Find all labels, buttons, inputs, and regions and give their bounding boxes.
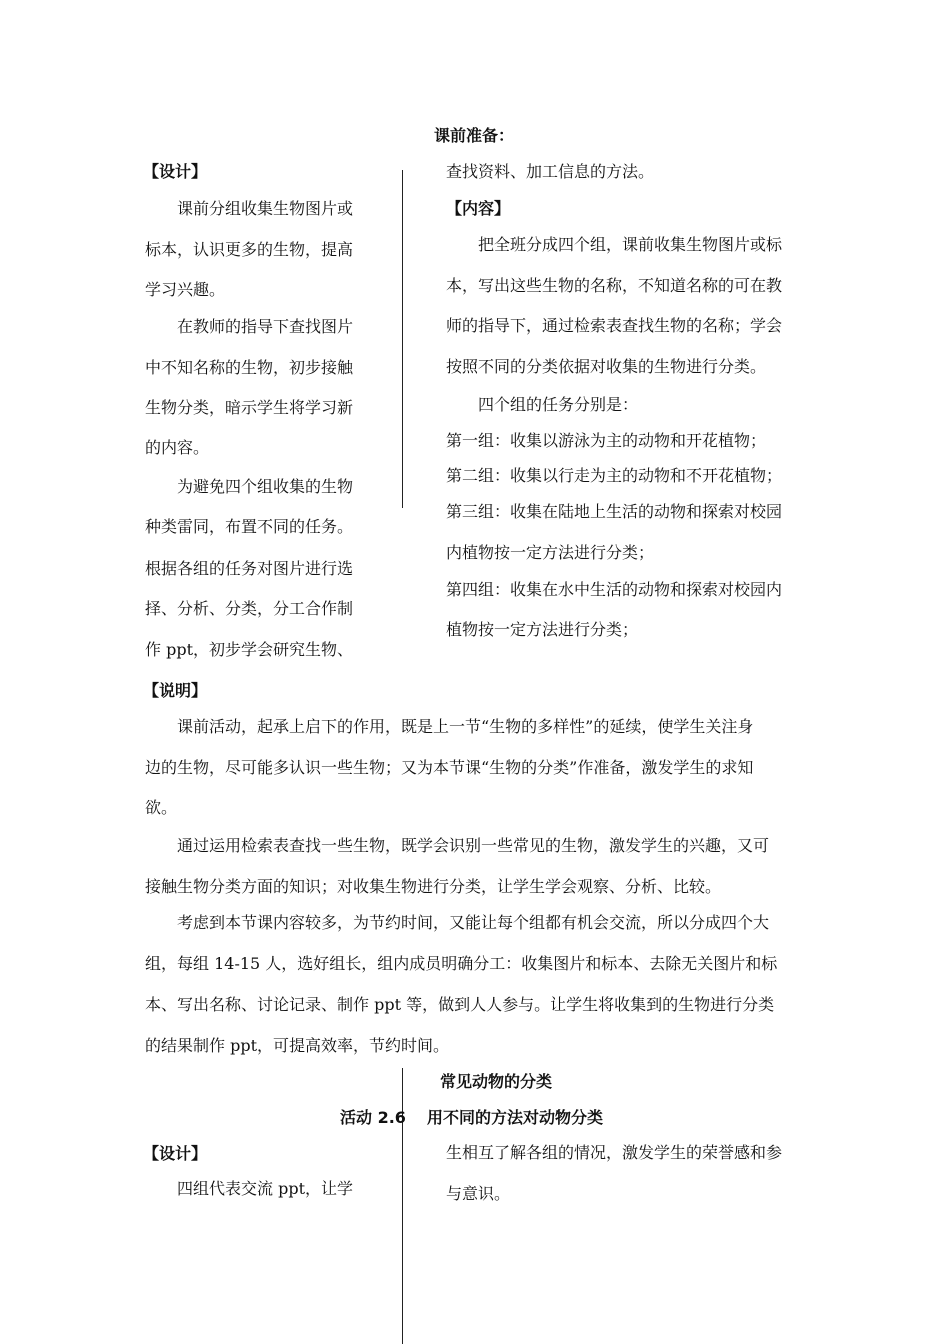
design-line: 作 ppt，初步学会研究生物、: [145, 640, 354, 659]
content-line-2: 与意识。: [446, 1184, 511, 1203]
content-first-line: 查找资料、加工信息的方法。: [446, 162, 655, 181]
design-line: 为避免四个组收集的生物: [177, 477, 354, 496]
design-line: 在教师的指导下查找图片: [177, 317, 354, 336]
design-line: 课前分组收集生物图片或: [177, 199, 354, 218]
design-line: 根据各组的任务对图片进行选: [145, 559, 354, 578]
design-line: 的内容。: [145, 438, 210, 457]
content-line-2: 生相互了解各组的情况，激发学生的荣誉感和参: [446, 1143, 783, 1162]
design-line: 标本，认识更多的生物，提高: [145, 240, 354, 259]
activity-number: 活动 2.6: [340, 1108, 406, 1127]
design-line: 择、分析、分类，分工合作制: [145, 599, 354, 618]
design-label: 【设计】: [143, 162, 208, 181]
content-line: 第四组：收集在水中生活的动物和探索对校园内: [446, 580, 783, 599]
prep-title: 课前准备：: [434, 126, 515, 145]
content-line: 按照不同的分类依据对收集的生物进行分类。: [446, 357, 767, 376]
design-label-2: 【设计】: [143, 1144, 208, 1163]
section-title: 常见动物的分类: [440, 1072, 553, 1091]
design-line: 学习兴趣。: [145, 280, 226, 299]
activity-title: 用不同的方法对动物分类: [427, 1108, 604, 1127]
column-divider-top: [402, 170, 403, 508]
content-line: 本，写出这些生物的名称，不知道名称的可在教: [446, 276, 783, 295]
design-line-2: 四组代表交流 ppt，让学: [177, 1179, 354, 1198]
explain-line: 欲。: [145, 798, 178, 817]
content-line: 第二组：收集以行走为主的动物和不开花植物；: [446, 466, 783, 485]
content-line: 第三组：收集在陆地上生活的动物和探索对校园: [446, 502, 783, 521]
content-line: 四个组的任务分别是：: [478, 395, 639, 414]
content-line: 内植物按一定方法进行分类；: [446, 543, 655, 562]
content-line: 师的指导下，通过检索表查找生物的名称；学会: [446, 316, 783, 335]
explain-line: 课前活动，起承上启下的作用，既是上一节“生物的多样性”的延续，使学生关注身: [177, 717, 754, 736]
explain-line: 本、写出名称、讨论记录、制作 ppt 等，做到人人参与。让学生将收集到的生物进行分类: [145, 995, 775, 1014]
explain-line: 考虑到本节课内容较多，为节约时间，又能让每个组都有机会交流，所以分成四个大: [177, 913, 770, 932]
content-line: 植物按一定方法进行分类；: [446, 620, 639, 639]
explain-line: 的结果制作 ppt，可提高效率，节约时间。: [145, 1036, 450, 1055]
design-line: 中不知名称的生物，初步接触: [145, 358, 354, 377]
content-label: 【内容】: [446, 199, 511, 218]
design-line: 种类雷同，布置不同的任务。: [145, 517, 354, 536]
explain-line: 边的生物，尽可能多认识一些生物；又为本节课“生物的分类”作准备，激发学生的求知: [145, 758, 754, 777]
content-line: 第一组：收集以游泳为主的动物和开花植物；: [446, 431, 767, 450]
explain-line: 组，每组 14-15 人，选好组长，组内成员明确分工：收集图片和标本、去除无关图片和标: [145, 954, 778, 973]
explain-line: 通过运用检索表查找一些生物，既学会识别一些常见的生物，激发学生的兴趣，又可: [177, 836, 770, 855]
explain-line: 接触生物分类方面的知识；对收集生物进行分类，让学生学会观察、分析、比较。: [145, 877, 722, 896]
design-line: 生物分类，暗示学生将学习新: [145, 398, 354, 417]
content-line: 把全班分成四个组，课前收集生物图片或标: [478, 235, 783, 254]
explain-label: 【说明】: [143, 681, 208, 700]
